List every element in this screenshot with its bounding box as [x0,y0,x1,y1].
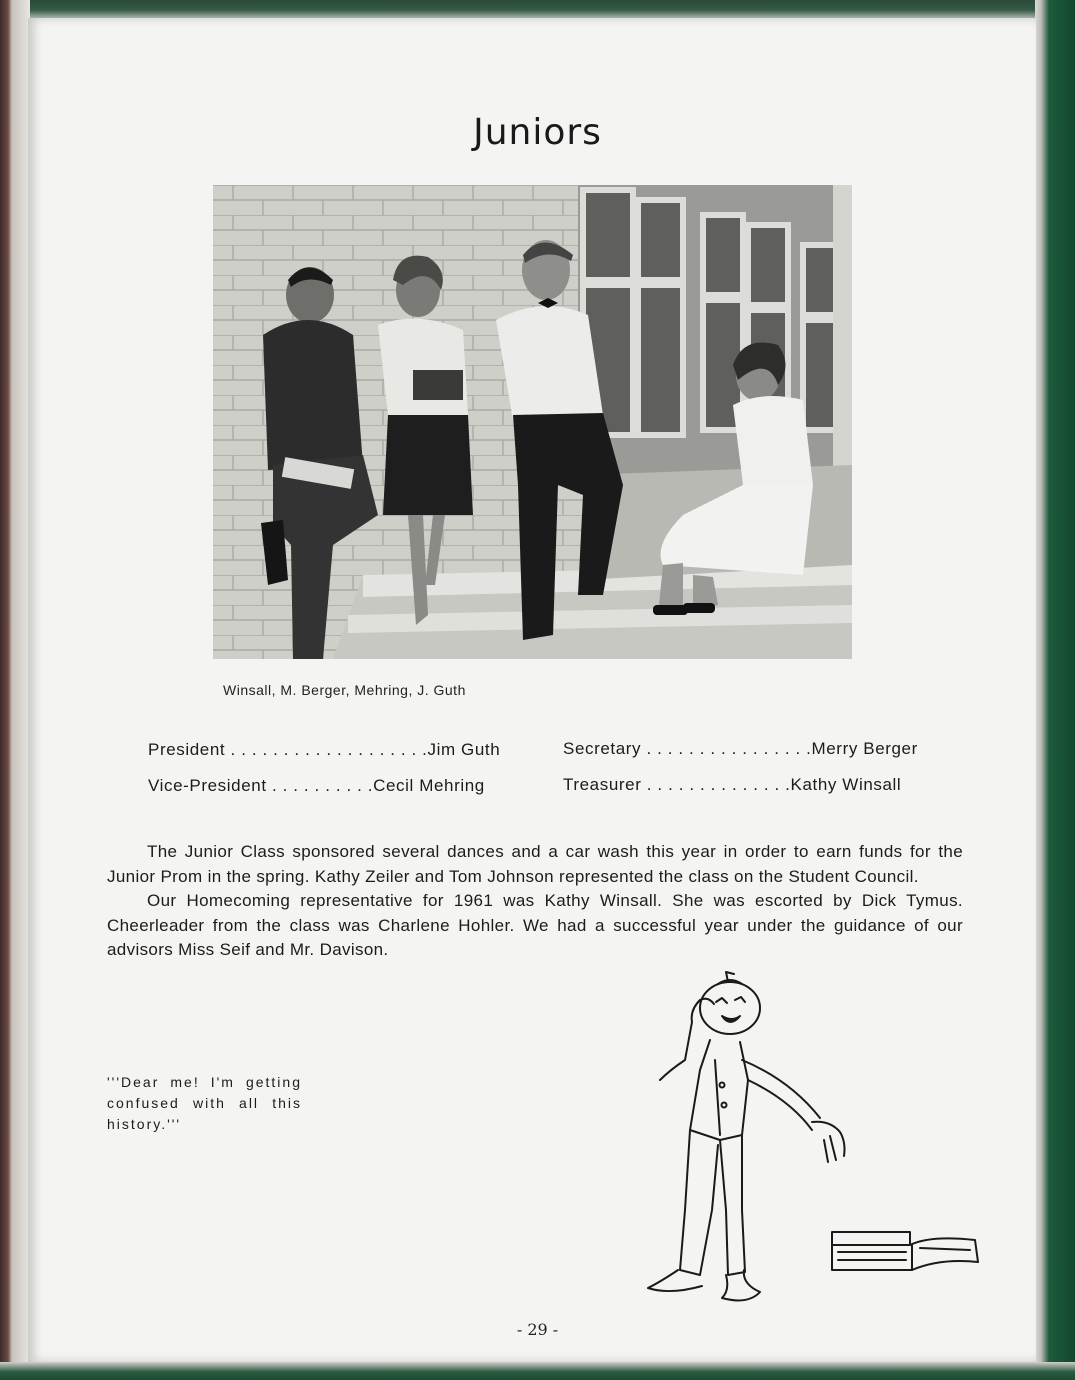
page-title: Juniors [473,112,602,153]
cartoon-quote: '''Dear me! I'm getting confused with all this history.''' [107,1074,302,1132]
book-cover-bottom [0,1362,1075,1380]
photo-caption: Winsall, M. Berger, Mehring, J. Guth [223,682,466,698]
summary-paragraph-1: The Junior Class sponsored several dances and a car wash this year in order to earn funds for the Junior Prom in the spring. Kathy Zeiler and Tom Johnson represented the class on the Student Council. [107,842,963,886]
officer-treasurer: Treasurer . . . . . . . . . . . . . .Kathy Winsall [563,775,902,794]
class-officers-photo [213,185,852,659]
officer-vice-president: Vice-President . . . . . . . . . .Cecil Mehring [148,776,485,795]
class-summary [107,840,963,963]
summary-paragraph-2: Our Homecoming representative for 1961 was Kathy Winsall. She was escorted by Dick Tymus. Cheerleader from the class was Charlene Hohler. We had a successful year under the guidance of our advisors Miss Seif and Mr. Davison. [107,891,963,959]
officer-president: President . . . . . . . . . . . . . . . . . . .Jim Guth [148,740,501,759]
book-cover-left-edge [0,0,30,1380]
pumpkin-head-cartoon [630,970,990,1320]
officer-secretary: Secretary . . . . . . . . . . . . . . . .Merry Berger [563,739,918,758]
page-number: - 29 - [516,1320,559,1339]
book-cover-right-edge [1035,0,1075,1380]
book-cover-top [0,0,1075,20]
